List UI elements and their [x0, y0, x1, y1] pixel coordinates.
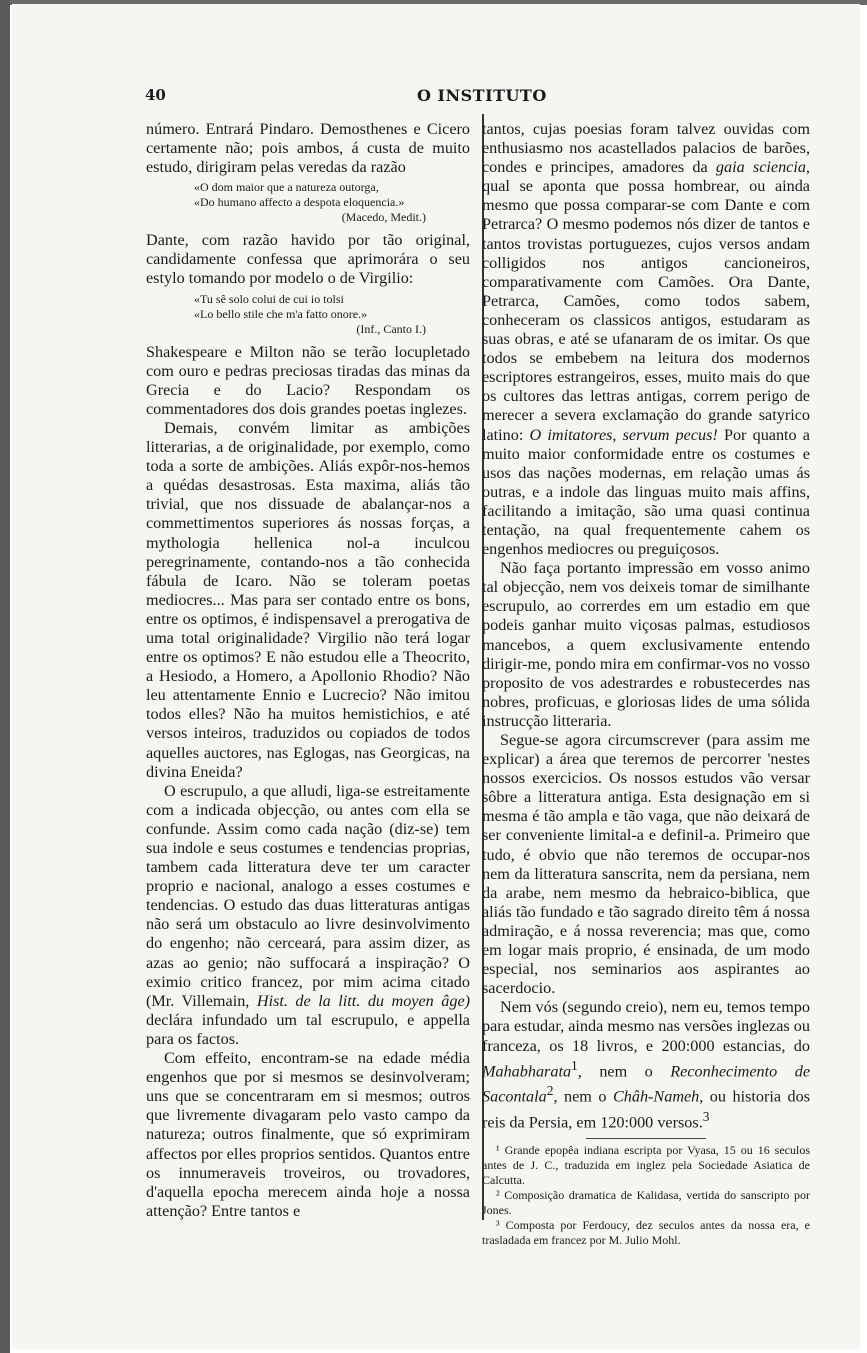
quotation-macedo	[146, 180, 470, 225]
italic-title: Reconhecimento de Sacontala	[482, 1061, 811, 1106]
paragraph: número. Entrará Pindaro. Demosthenes e Cicero certamente não; pois ambos, á custa de muito estudo, dirigiram pelas veredas da razão	[146, 120, 470, 177]
italic-title: Mahabharata	[482, 1061, 572, 1080]
quotation-dante	[146, 292, 470, 337]
running-title: O INSTITUTO	[417, 86, 547, 105]
paragraph: Dante, com razão havido por tão original, candidamente confessa que aprimorára o seu estylo tomando por modelo o de Virgilio:	[146, 231, 470, 288]
footnote-ref: 2	[546, 1083, 554, 1099]
page-number: 40	[145, 86, 166, 104]
quote-line: «Tu sê solo colui de cui io tolsi	[194, 291, 344, 306]
scan-left-edge	[0, 0, 10, 1353]
italic-title: Hist. de la litt. du moyen âge)	[256, 991, 471, 1010]
text-run: qual se aponta que possa hombrear, ou ainda mesmo que possa comparar-se com Dante e com Petrarca? O mesmo podemos nós dizer de tantos e tantos trovistas portuguezes, cujos versos andam colligidos nos antigos cancioneiros, comparativamente com Camões. Ora Dante, Petrarca, Camões, como todos sabem, conheceram os classicos antigos, estudaram as suas obras, e até se ufanaram de os imitar. Os que todos se embebem na leitura dos modernos escriptores estrangeiros, esses, muito mais do que os cultores das lettras antigas, correm perigo de merecer a severa exclamação do grande satyrico latino:	[482, 177, 810, 444]
text-run: O escrupulo, a que alludi, liga-se estreitamente com a indicada objecção, ou antes com ella se confunde. Assim como cada nação (diz-se) tem sua indole e seus costumes e tendencias proprias, tambem cada litteratura deve ter um caracter proprio e nacional, analogo a esses costumes e tendencias. O estudo das duas litteraturas antigas não será um obstaculo ao livre desinvolvimento do engenho; não cerceará, para assim dizer, as azas ao genio; não suffocará a inspiração? O eximio critico francez, por mim acima citado (Mr. Villemain,	[146, 781, 470, 1010]
paragraph	[482, 120, 810, 559]
footnotes	[482, 1143, 810, 1248]
paragraph: Segue-se agora circumscrever (para assim me explicar) a área que teremos de percorrer 'nestes nossos exercicios. Os nossos estudos vão versar sôbre a litteratura antiga. Esta designação em si mesma é tão ampla e tão vaga, que não deixará de ser conveniente limital-a e definil-a. Primeiro que tudo, é obvio que não teremos de occupar-nos nem da litteratura sanscrita, nem da persiana, nem da arabe, nem mesmo da hebraico-biblica, que aliás tão fundado e tão sagrado direito têm á nossa admiração, e á nossa reverencia; mas que, como em logar mais proprio, é ensinada, de um modo especial, nos seminarios aos aspirantes ao sacerdocio.	[482, 731, 810, 998]
italic-quote: O imitatores, servum pecus!	[529, 425, 718, 444]
footnote: ¹ Grande epopêa indiana escripta por Vyasa, 15 ou 16 seculos antes de J. C., traduzida em inglez pela Sociedade Asiatica de Calcutta.	[482, 1143, 810, 1188]
quote-line: «Do humano affecto a despota eloquencia.»	[194, 195, 405, 210]
quote-line: «Lo bello stile che m'a fatto onore.»	[194, 306, 368, 321]
text-run: tantos, cujas poesias foram talvez ouvidas com enthusiasmo nos acastellados palacios de barões, condes e principes, amadores da	[482, 120, 810, 177]
paragraph: Não faça portanto impressão em vosso animo tal objecção, nem vos deixeis tomar de similhante escrupulo, ao correrdes em um estadio em que podeis ganhar muito viçosas palmas, estudiosos mancebos, a quem exclusivamente entendo dirigir-me, pondo mira em confirmar-vos no vosso proposito de vos adestrardes e robustecerdes nas nobres, proficuas, e gloriosas lides de uma sólida instrucção litteraria.	[482, 559, 810, 730]
footnote: ² Composição dramatica de Kalidasa, vertida do sanscripto por Jones.	[482, 1188, 810, 1218]
text-run: declára infundado um tal escrupulo, e appella para os factos.	[146, 1010, 470, 1048]
footnote-ref: 1	[571, 1057, 578, 1073]
text-run: , ou historia dos reis da Persia, em 120:000 versos.	[482, 1087, 810, 1131]
footnote-rule	[586, 1138, 706, 1139]
text-run: , nem o	[577, 1061, 653, 1080]
paragraph: Com effeito, encontram-se na edade média engenhos que por si mesmos se desinvolveram; uns que se concentraram em si mesmos; outros que livremente divagaram pelo vasto campo da natureza; outros finalmente, que só exprimiram affectos por elles proprios sentidos. Quantos entre os innumeraveis troveiros, ou trovadores, d'aquella epocha merecem ainda hoje a nossa attenção? Entre tantos e	[146, 1049, 470, 1220]
paragraph: Demais, convém limitar as ambições litterarias, a de originalidade, por exemplo, como toda a sorte de ambições. Aliás expôr-nos-hemos a quédas desastrosas. Esta maxima, aliás tão trivial, que nos dissuade de abalançar-nos a commettimentos superiores ás nossas forças, a mythologia hellenica nol-a inculcou peregrinamente, contando-nos a tão conhecida fábula de Icaro. Não se toleram poetas mediocres... Mas para ser contado entre os bons, entre os optimos, é indispensavel a prerogativa de uma total originalidade? Virgilio não terá logar entre os optimos? E não estudou elle a Theocrito, a Hesiodo, a Homero, a Apollonio Rhodio? Não leu attentamente Ennio e Lucrecio? Não imitou todos elles? Não ha muitos hemistichios, e até versos inteiros, traduzidos ou copiados de todos aquelles auctores, nas Eglogas, nas Georgicas, na divina Eneida?	[146, 418, 470, 781]
footnote: ³ Composta por Ferdoucy, dez seculos antes da nossa era, e trasladada em francez por M. Julio Mohl.	[482, 1218, 810, 1248]
right-column	[482, 120, 810, 1248]
quote-source: (Macedo, Medit.)	[341, 210, 426, 225]
paragraph: Shakespeare e Milton não se terão locupletado com ouro e pedras preciosas tiradas das minas da Grecia e do Lacio? Respondam os commentadores dos dois grandes poetas inglezes.	[146, 342, 470, 418]
left-column	[146, 120, 470, 1221]
paragraph	[146, 782, 470, 1049]
text-run: Nem vós (segundo creio), nem eu, temos tempo para estudar, ainda mesmo nas versões inglezas ou franceza, os 18 livros, e 200:000 estancias, do	[482, 998, 810, 1055]
book-page	[12, 4, 860, 1349]
italic-phrase: gaia sciencia,	[715, 158, 810, 177]
page-header	[12, 86, 860, 108]
text-run: Por quanto a muito maior conformidade entre os costumes e usos das nações modernas, em relação umas ás outras, e a indole das linguas muito mais affins, facilitando a imitação, são uma quasi continua tentação, na qual frequentemente cahem os engenhos mediocres ou preguiçosos.	[482, 425, 810, 559]
quote-line: «O dom maior que a natureza outorga,	[194, 180, 379, 195]
text-run: , nem o	[553, 1087, 607, 1106]
quote-source: (Inf., Canto I.)	[356, 321, 426, 336]
footnote-ref: 3	[702, 1108, 710, 1124]
paragraph	[482, 998, 810, 1132]
italic-title: Châh-Nameh	[612, 1087, 700, 1106]
